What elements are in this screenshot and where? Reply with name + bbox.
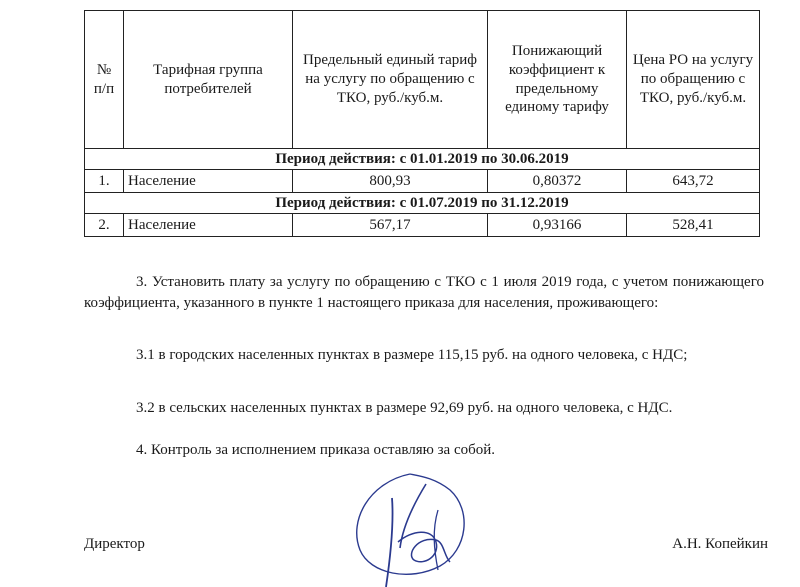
cell-price: 528,41: [627, 214, 760, 237]
cell-coef: 0,80372: [488, 170, 627, 193]
signer-name: А.Н. Копейкин: [672, 536, 768, 552]
header-price: Цена РО на услугу по обращению с ТКО, руб./куб.м.: [627, 11, 760, 149]
cell-tariff: 800,93: [293, 170, 488, 193]
signer-title: Директор: [84, 536, 145, 552]
cell-num: 1.: [85, 170, 124, 193]
header-num: № п/п: [85, 11, 124, 149]
period-title: Период действия: с 01.01.2019 по 30.06.2019: [85, 149, 760, 170]
paragraph-3-2: 3.2 в сельских населенных пунктах в размере 92,69 руб. на одного человека, с НДС.: [136, 400, 673, 416]
cell-price: 643,72: [627, 170, 760, 193]
period-row: [85, 193, 760, 214]
header-tariff: Предельный единый тариф на услугу по обращению с ТКО, руб./куб.м.: [293, 11, 488, 149]
table-row: [85, 170, 760, 193]
cell-group: Население: [124, 170, 293, 193]
paragraph-4: 4. Контроль за исполнением приказа оставляю за собой.: [136, 442, 496, 458]
paragraph-3: 3. Установить плату за услугу по обращению с ТКО с 1 июля 2019 года, с учетом понижающего коэффициента, указанного в пункте 1 настоящего приказа для населения, проживающего:: [84, 274, 764, 311]
period-row: [85, 149, 760, 170]
cell-group: Население: [124, 214, 293, 237]
tariff-table: [84, 10, 760, 237]
paragraph-3-1: 3.1 в городских населенных пунктах в размере 115,15 руб. на одного человека, с НДС;: [136, 347, 688, 363]
header-group: Тарифная группа потребителей: [124, 11, 293, 149]
table-header-row: [85, 11, 760, 149]
cell-tariff: 567,17: [293, 214, 488, 237]
table-row: [85, 214, 760, 237]
period-title: Период действия: с 01.07.2019 по 31.12.2019: [85, 193, 760, 214]
cell-coef: 0,93166: [488, 214, 627, 237]
cell-num: 2.: [85, 214, 124, 237]
handwritten-signature: [340, 470, 480, 587]
header-coef: Понижающий коэффициент к предельному единому тарифу: [488, 11, 627, 149]
